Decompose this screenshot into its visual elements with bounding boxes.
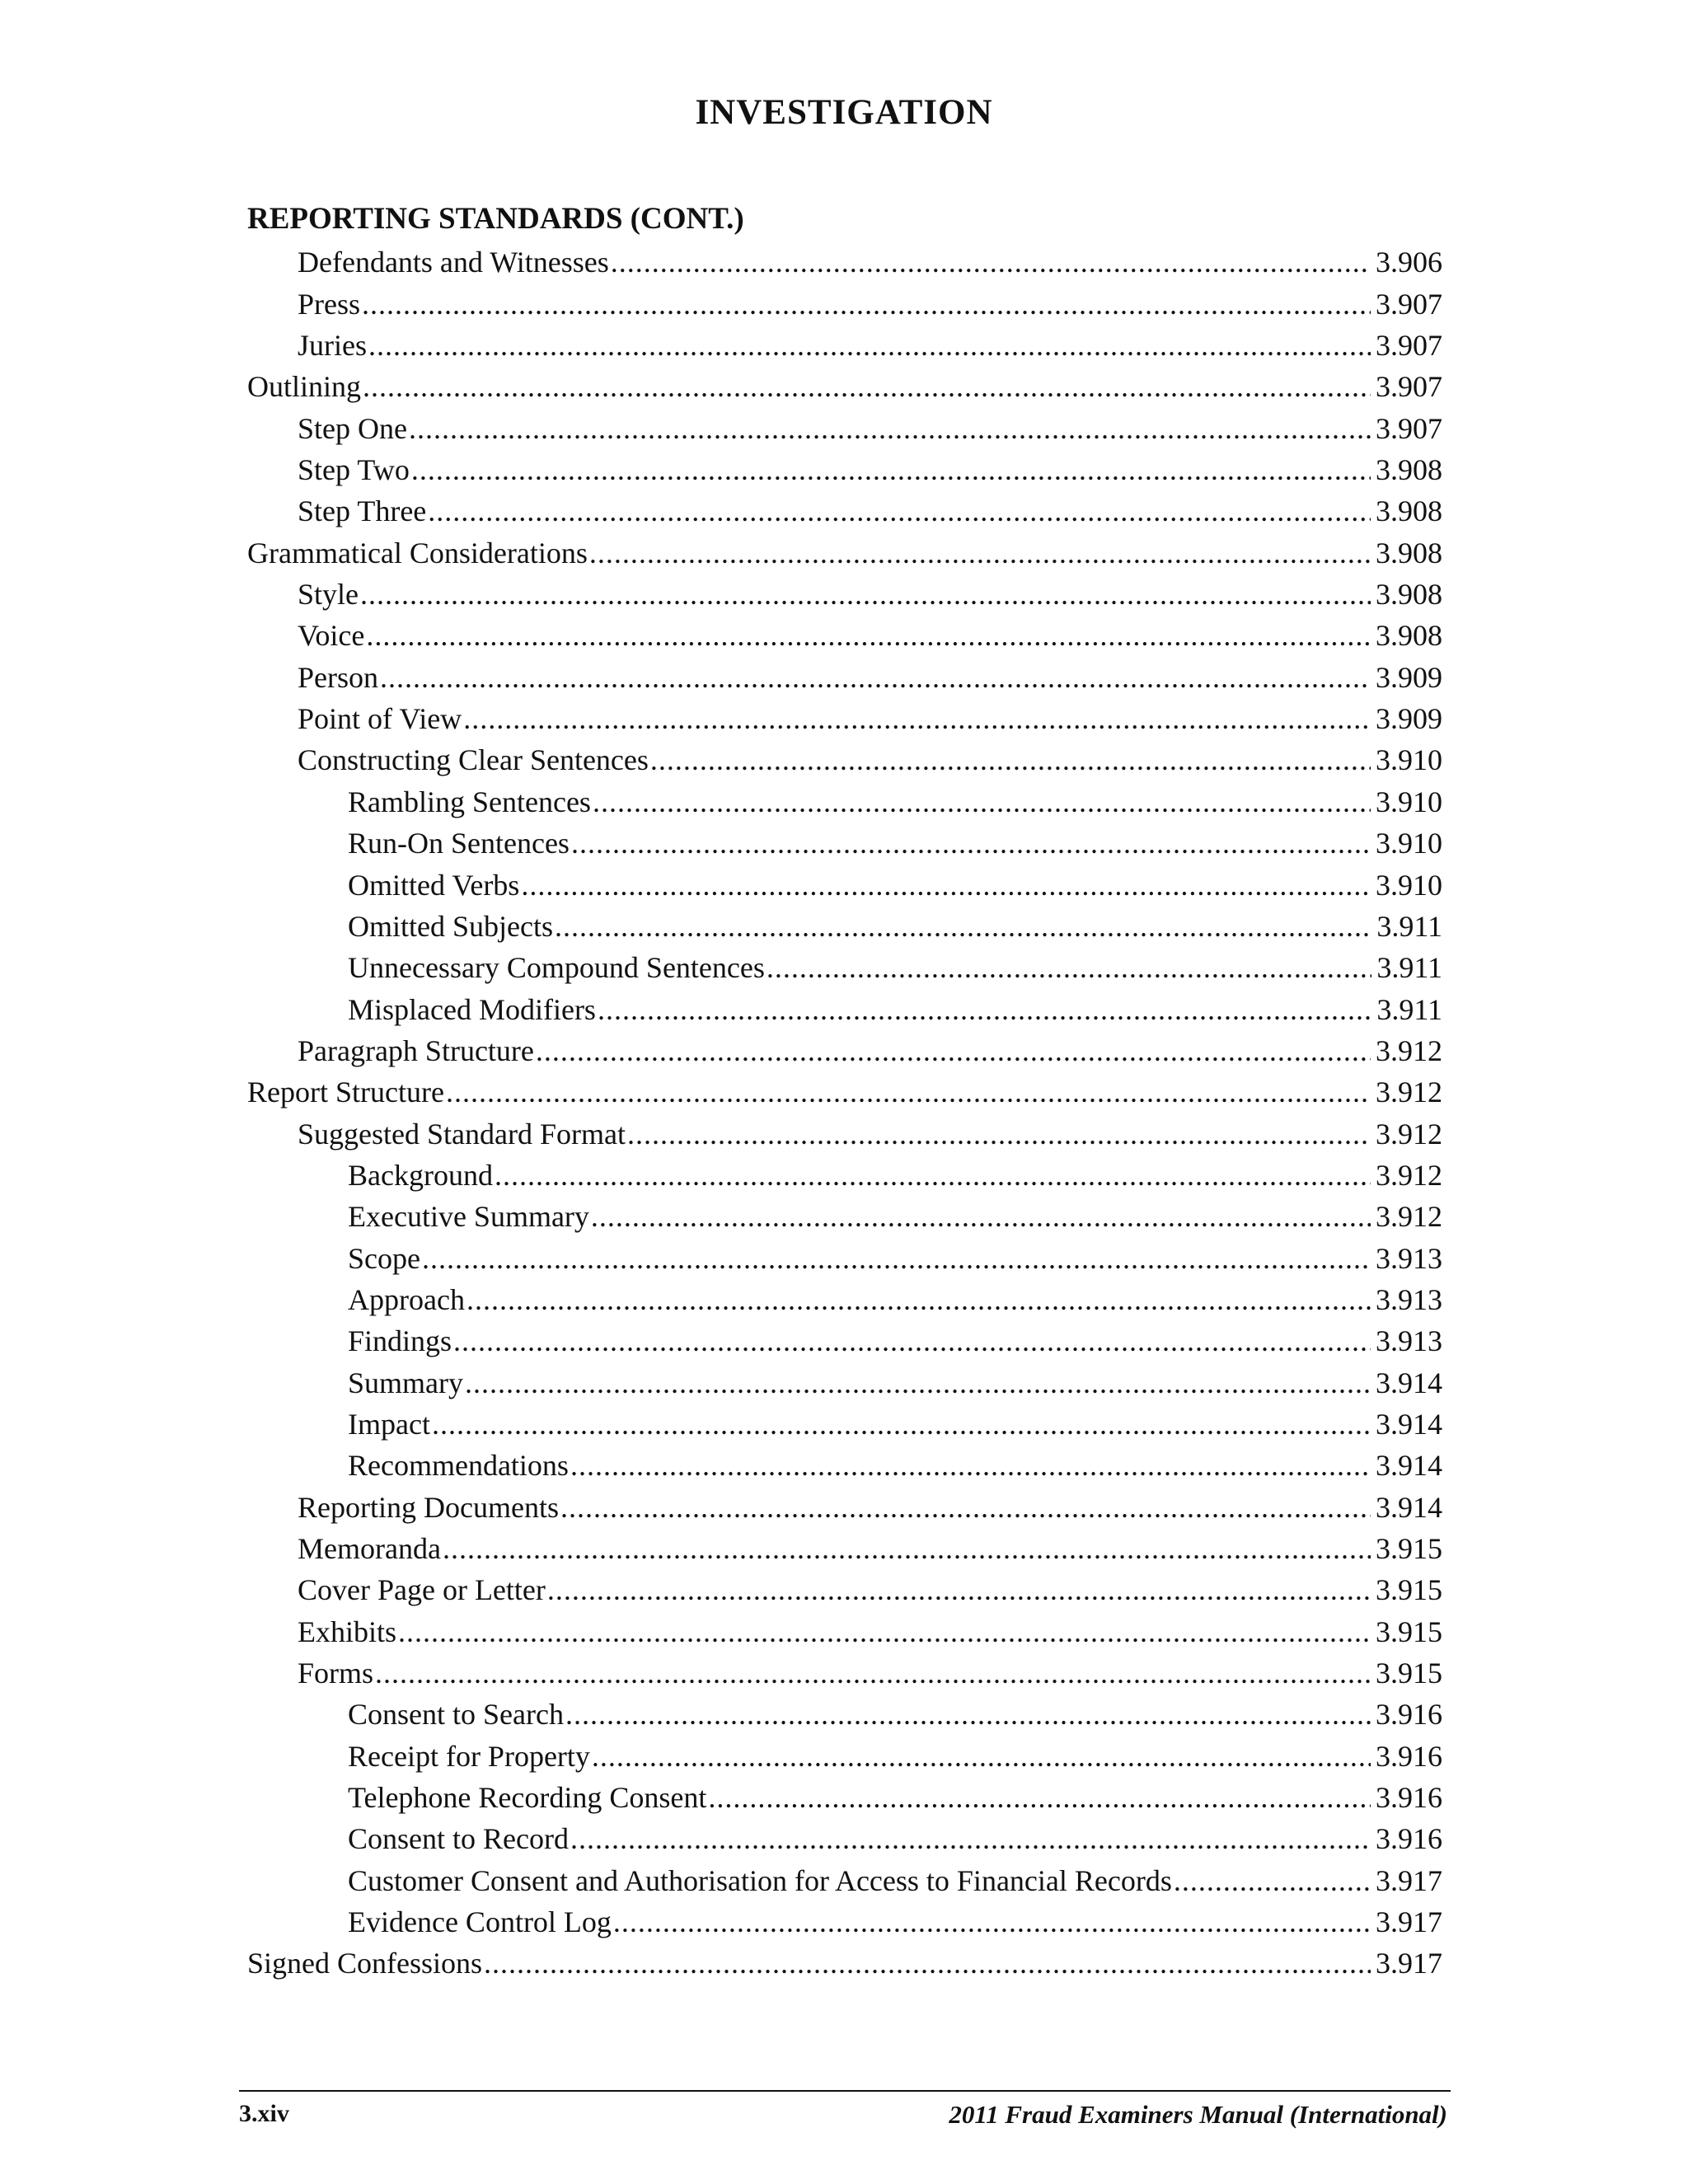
toc-entry-page: 3.912	[1376, 1117, 1442, 1151]
toc-entry-label: Customer Consent and Authorisation for Access to Financial Records	[348, 1863, 1172, 1897]
toc-entry	[247, 283, 1442, 324]
toc-entry-label: Recommendations	[348, 1449, 569, 1483]
toc-dot-leader	[565, 1694, 1371, 1735]
toc-dot-leader	[443, 1528, 1371, 1569]
toc-entry-page: 3.909	[1376, 702, 1442, 736]
toc-entry-label: Omitted Subjects	[348, 909, 553, 943]
toc-entry	[247, 1859, 1442, 1900]
toc-entry-label: Paragraph Structure	[298, 1033, 534, 1067]
toc-dot-leader	[592, 1736, 1371, 1777]
toc-entry-page: 3.907	[1376, 287, 1442, 321]
toc-entry-label: Report Structure	[247, 1076, 444, 1109]
toc-entry	[247, 1445, 1442, 1486]
toc-entry	[247, 1320, 1442, 1361]
toc-entry-label: Misplaced Modifiers	[348, 992, 596, 1026]
toc-dot-leader	[411, 449, 1371, 490]
toc-dot-leader	[484, 1943, 1371, 1984]
toc-dot-leader	[465, 1362, 1371, 1404]
toc-entry-page: 3.914	[1376, 1407, 1442, 1441]
toc-dot-leader	[398, 1611, 1371, 1652]
toc-entry-page: 3.915	[1376, 1615, 1442, 1648]
toc-entry	[247, 325, 1442, 366]
toc-dot-leader	[589, 532, 1371, 574]
toc-entry	[247, 988, 1442, 1029]
toc-entry-label: Receipt for Property	[348, 1739, 590, 1773]
toc-dot-leader	[362, 284, 1371, 325]
toc-entry	[247, 656, 1442, 697]
toc-entry-label: Signed Confessions	[247, 1947, 483, 1980]
toc-dot-leader	[409, 408, 1371, 449]
toc-entry-page: 3.907	[1376, 370, 1442, 404]
footer-divider	[239, 2090, 1451, 2092]
toc-entry-label: Scope	[348, 1241, 420, 1275]
toc-entry-page: 3.912	[1376, 1200, 1442, 1234]
toc-dot-leader	[555, 906, 1372, 947]
toc-entry-page: 3.911	[1376, 951, 1442, 985]
toc-entry	[247, 1901, 1442, 1943]
toc-dot-leader	[463, 698, 1371, 739]
section-heading: REPORTING STANDARDS (CONT.)	[247, 202, 744, 236]
toc-entry-page: 3.911	[1376, 992, 1442, 1026]
toc-entry-label: Defendants and Witnesses	[298, 246, 609, 279]
toc-entry	[247, 1030, 1442, 1071]
toc-entry	[247, 1196, 1442, 1237]
toc-dot-leader	[611, 241, 1371, 283]
toc-entry-label: Outlining	[247, 370, 362, 404]
toc-entry-page: 3.915	[1376, 1657, 1442, 1690]
toc-entry	[247, 241, 1442, 283]
toc-entry	[247, 1610, 1442, 1652]
toc-entry-label: Forms	[298, 1657, 374, 1690]
toc-dot-leader	[428, 490, 1371, 532]
toc-dot-leader	[571, 823, 1371, 864]
toc-entry-page: 3.916	[1376, 1739, 1442, 1773]
toc-dot-leader	[536, 1030, 1371, 1071]
toc-entry-label: Step One	[298, 411, 407, 445]
toc-dot-leader	[570, 1445, 1371, 1486]
toc-entry-page: 3.910	[1376, 743, 1442, 777]
toc-entry-label: Impact	[348, 1407, 430, 1441]
toc-entry	[247, 1569, 1442, 1610]
toc-entry-page: 3.910	[1376, 785, 1442, 818]
toc-entry	[247, 1237, 1442, 1278]
toc-entry-page: 3.907	[1376, 411, 1442, 445]
toc-entry-page: 3.914	[1376, 1366, 1442, 1399]
toc-dot-leader	[560, 1487, 1371, 1528]
toc-entry-page: 3.914	[1376, 1490, 1442, 1524]
toc-entry-label: Consent to Search	[348, 1698, 564, 1732]
toc-entry-label: Constructing Clear Sentences	[298, 743, 649, 777]
toc-entry	[247, 615, 1442, 656]
toc-dot-leader	[767, 947, 1372, 988]
toc-entry-label: Step Two	[298, 453, 410, 487]
toc-dot-leader	[422, 1238, 1371, 1279]
toc-entry-label: Step Three	[298, 494, 427, 528]
toc-dot-leader	[591, 1196, 1371, 1237]
toc-entry	[247, 780, 1442, 822]
toc-entry	[247, 1735, 1442, 1776]
toc-entry-page: 3.915	[1376, 1573, 1442, 1607]
toc-entry	[247, 947, 1442, 988]
toc-dot-leader	[432, 1404, 1371, 1445]
toc-entry-page: 3.913	[1376, 1282, 1442, 1316]
toc-entry	[247, 1652, 1442, 1694]
toc-entry	[247, 1486, 1442, 1527]
toc-dot-leader	[363, 366, 1371, 407]
toc-dot-leader	[650, 739, 1371, 780]
toc-entry-page: 3.917	[1376, 1905, 1442, 1939]
toc-entry	[247, 1404, 1442, 1445]
toc-entry	[247, 1361, 1442, 1403]
toc-dot-leader	[1174, 1860, 1371, 1901]
toc-entry	[247, 739, 1442, 780]
toc-entry	[247, 1818, 1442, 1859]
toc-entry-label: Approach	[348, 1282, 465, 1316]
toc-entry-page: 3.912	[1376, 1158, 1442, 1192]
toc-entry-page: 3.910	[1376, 827, 1442, 860]
toc-entry	[247, 449, 1442, 490]
toc-entry-page: 3.908	[1376, 619, 1442, 653]
toc-entry	[247, 864, 1442, 905]
toc-entry-page: 3.908	[1376, 536, 1442, 569]
toc-entry-page: 3.907	[1376, 329, 1442, 363]
toc-entry	[247, 698, 1442, 739]
toc-dot-leader	[593, 781, 1371, 823]
toc-entry-page: 3.917	[1376, 1947, 1442, 1980]
toc-dot-leader	[467, 1279, 1371, 1320]
toc-entry-label: Reporting Documents	[298, 1490, 559, 1524]
toc-entry	[247, 823, 1442, 864]
toc-entry-label: Run-On Sentences	[348, 827, 570, 860]
toc-dot-leader	[453, 1320, 1371, 1361]
toc-entry-label: Omitted Verbs	[348, 868, 520, 902]
toc-entry	[247, 1155, 1442, 1196]
toc-entry-label: Rambling Sentences	[348, 785, 591, 818]
toc-entry-label: Telephone Recording Consent	[348, 1781, 707, 1815]
toc-dot-leader	[360, 574, 1371, 615]
toc-entry-label: Person	[298, 660, 378, 694]
toc-entry-label: Unnecessary Compound Sentences	[348, 951, 765, 985]
toc-entry-label: Exhibits	[298, 1615, 397, 1648]
toc-dot-leader	[598, 989, 1372, 1030]
toc-entry-page: 3.916	[1376, 1822, 1442, 1856]
toc-entry	[247, 906, 1442, 947]
toc-entry	[247, 1694, 1442, 1735]
toc-entry	[247, 1528, 1442, 1569]
toc-entry-page: 3.915	[1376, 1532, 1442, 1565]
toc-entry-label: Executive Summary	[348, 1200, 589, 1234]
toc-dot-leader	[495, 1155, 1371, 1196]
toc-dot-leader	[627, 1113, 1371, 1155]
toc-entry-label: Findings	[348, 1324, 452, 1358]
page-title: INVESTIGATION	[695, 93, 993, 132]
toc-entry-page: 3.913	[1376, 1324, 1442, 1358]
toc-entry-page: 3.914	[1376, 1449, 1442, 1483]
toc-entry-label: Voice	[298, 619, 365, 653]
toc-entry	[247, 574, 1442, 615]
toc-entry-label: Consent to Record	[348, 1822, 569, 1856]
toc-entry	[247, 1943, 1442, 1984]
toc-dot-leader	[708, 1777, 1371, 1818]
toc-dot-leader	[368, 325, 1371, 366]
toc-entry-label: Grammatical Considerations	[247, 536, 588, 569]
toc-entry	[247, 1279, 1442, 1320]
table-of-contents	[247, 241, 1442, 1984]
toc-dot-leader	[366, 615, 1371, 656]
toc-dot-leader	[547, 1569, 1371, 1610]
footer-page-number: 3.xiv	[239, 2100, 289, 2127]
toc-entry-label: Point of View	[298, 702, 462, 736]
toc-entry	[247, 1071, 1442, 1113]
toc-dot-leader	[570, 1818, 1371, 1859]
toc-dot-leader	[521, 865, 1371, 906]
toc-entry-page: 3.916	[1376, 1781, 1442, 1815]
toc-entry-label: Evidence Control Log	[348, 1905, 612, 1939]
toc-entry-label: Background	[348, 1158, 493, 1192]
toc-entry-page: 3.912	[1376, 1033, 1442, 1067]
toc-dot-leader	[613, 1901, 1371, 1943]
toc-entry-label: Cover Page or Letter	[298, 1573, 546, 1607]
toc-entry-label: Suggested Standard Format	[298, 1117, 626, 1151]
footer-publication-title: 2011 Fraud Examiners Manual (International)	[949, 2100, 1447, 2129]
toc-entry-label: Juries	[298, 329, 367, 363]
toc-entry	[247, 490, 1442, 532]
toc-entry-page: 3.908	[1376, 578, 1442, 612]
toc-dot-leader	[446, 1071, 1371, 1113]
toc-entry	[247, 407, 1442, 448]
toc-entry-page: 3.911	[1376, 909, 1442, 943]
toc-entry-label: Press	[298, 287, 361, 321]
toc-entry-page: 3.917	[1376, 1863, 1442, 1897]
toc-entry	[247, 532, 1442, 573]
toc-dot-leader	[375, 1652, 1371, 1694]
toc-entry	[247, 1113, 1442, 1154]
toc-entry-page: 3.913	[1376, 1241, 1442, 1275]
toc-entry-page: 3.906	[1376, 246, 1442, 279]
toc-dot-leader	[380, 657, 1371, 698]
toc-entry-page: 3.909	[1376, 660, 1442, 694]
toc-entry-label: Style	[298, 578, 359, 612]
toc-entry	[247, 1777, 1442, 1818]
toc-entry-page: 3.910	[1376, 868, 1442, 902]
toc-entry-page: 3.912	[1376, 1076, 1442, 1109]
toc-entry-page: 3.916	[1376, 1698, 1442, 1732]
toc-entry	[247, 366, 1442, 407]
toc-entry-page: 3.908	[1376, 453, 1442, 487]
toc-entry-label: Summary	[348, 1366, 463, 1399]
toc-entry-label: Memoranda	[298, 1532, 441, 1565]
toc-entry-page: 3.908	[1376, 494, 1442, 528]
